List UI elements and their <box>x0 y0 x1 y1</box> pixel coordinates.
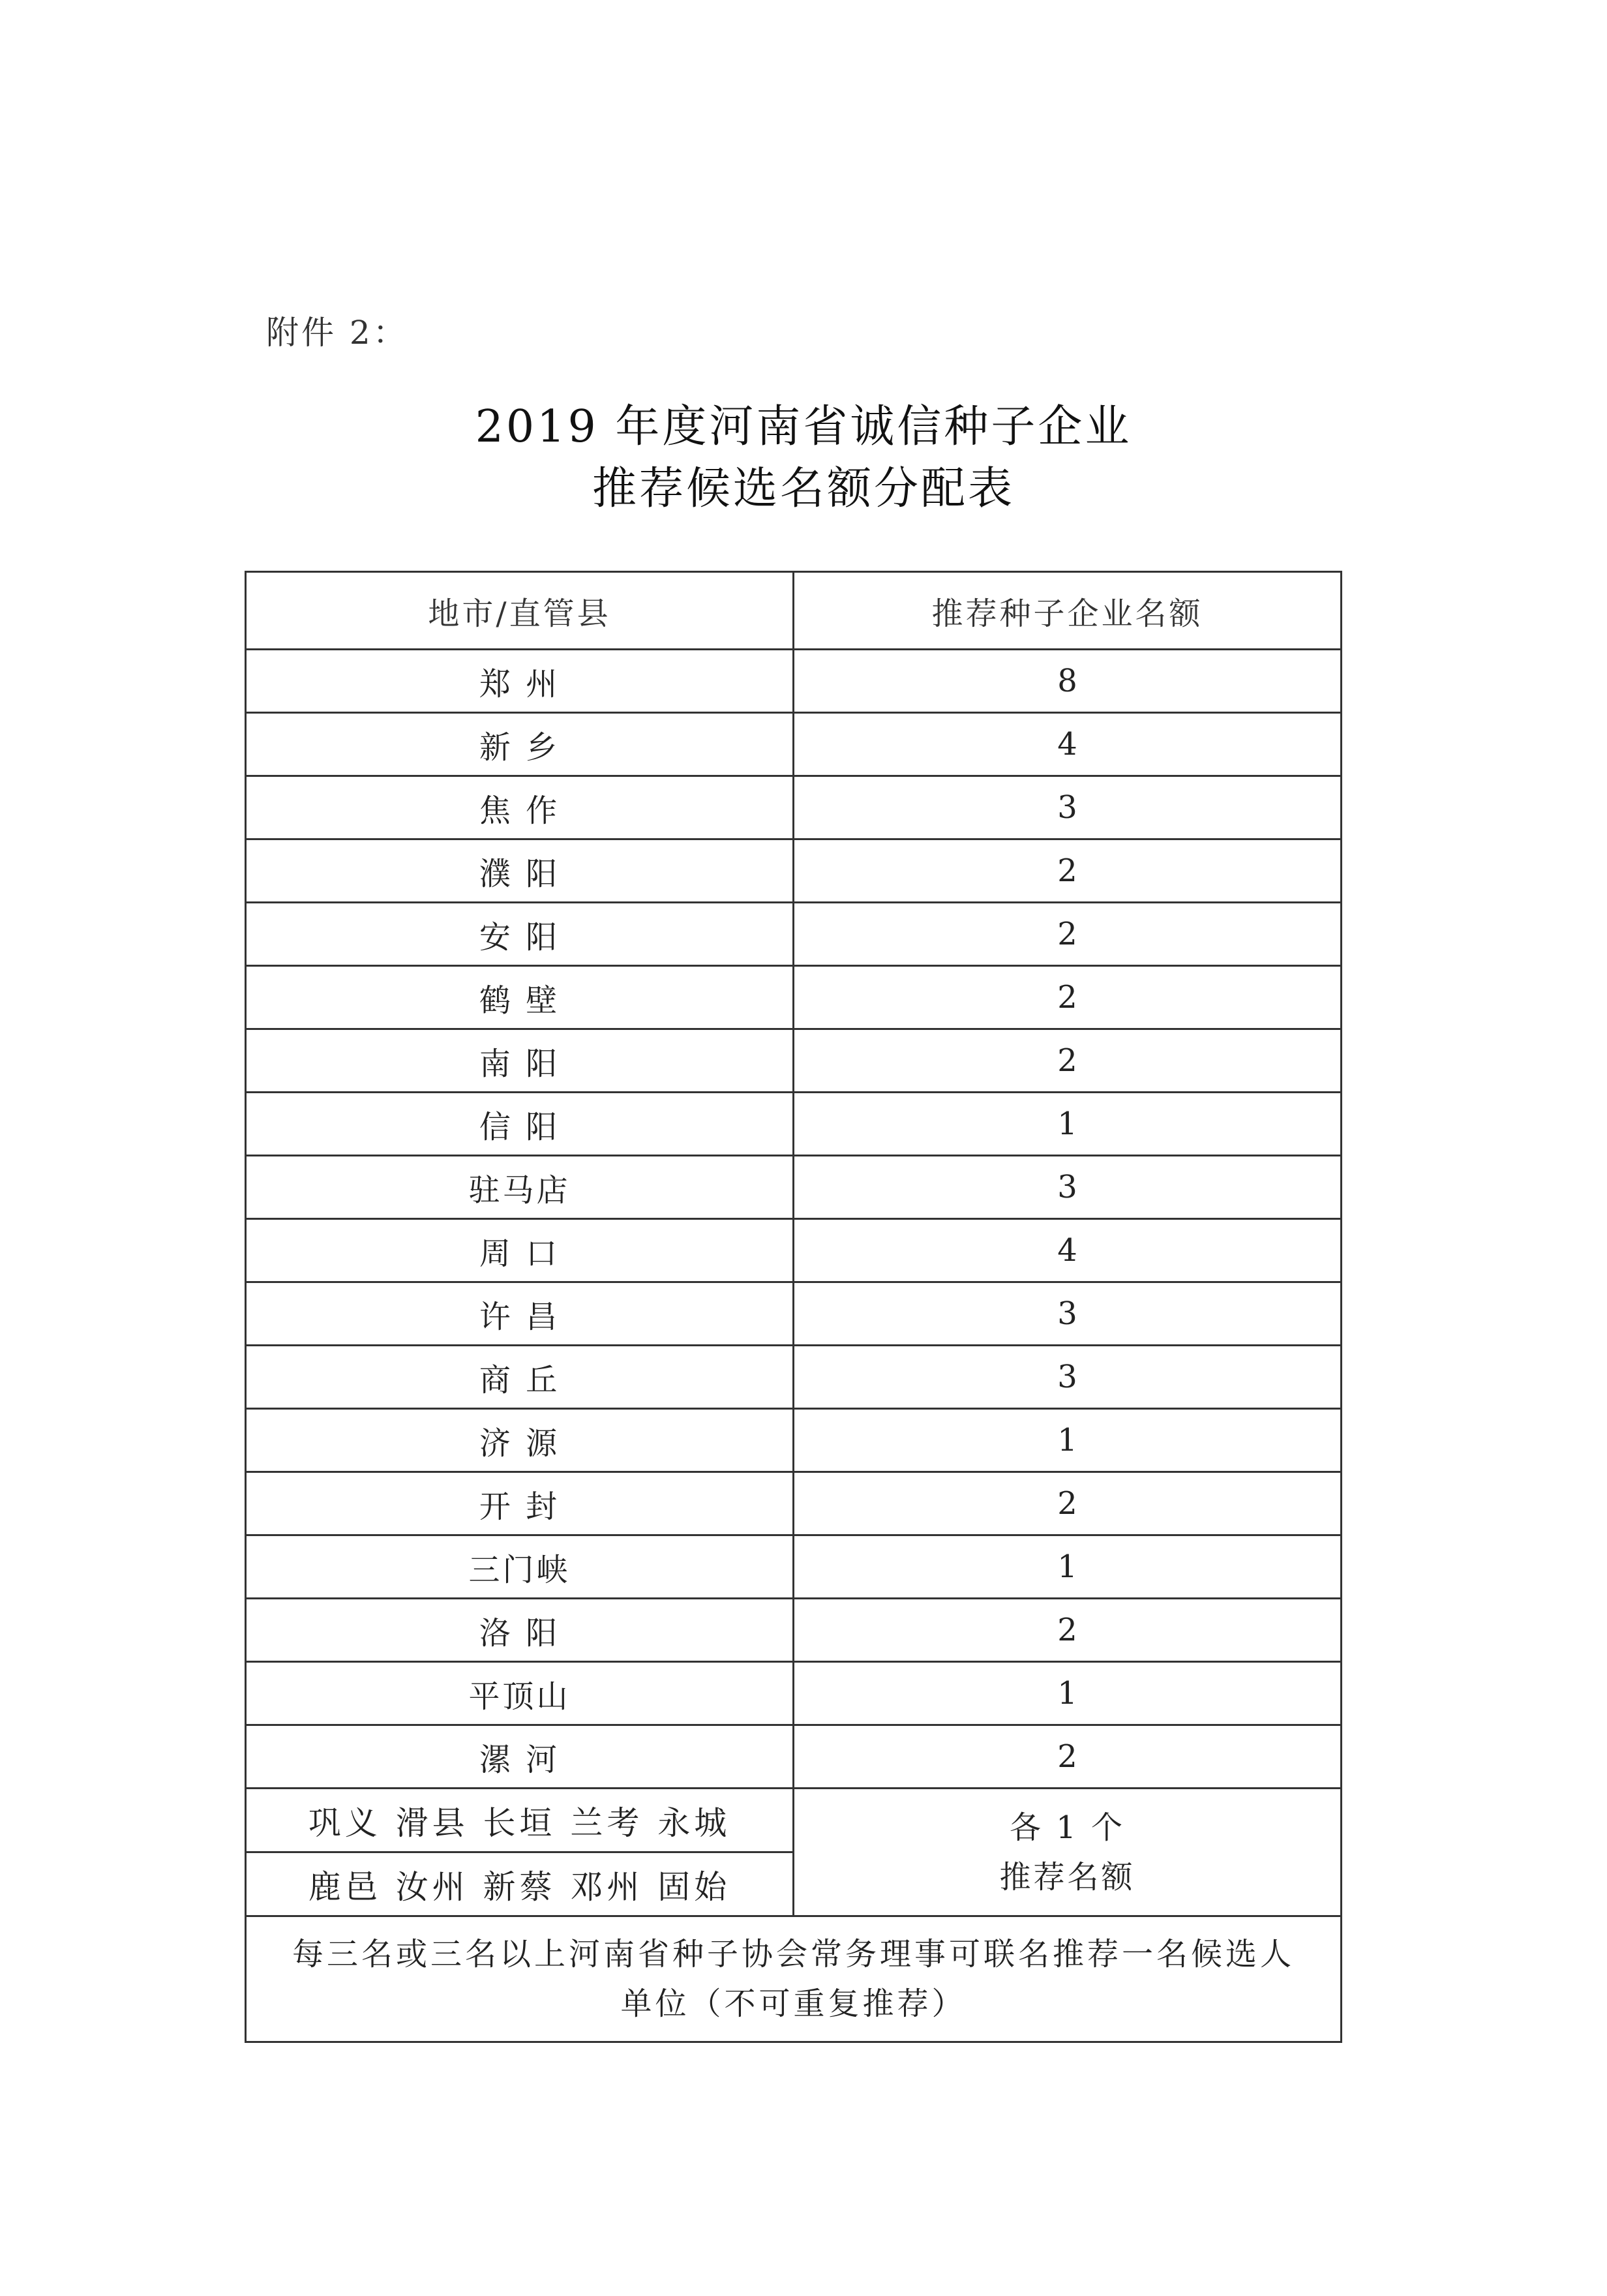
city-name: 周 口 <box>246 1219 794 1282</box>
document-title-line1: 2019 年度河南省诚信种子企业 <box>475 401 1132 453</box>
quota-value: 2 <box>794 1472 1342 1535</box>
header-quota: 推荐种子企业名额 <box>794 572 1342 650</box>
table-row <box>246 650 1342 713</box>
table-row <box>246 903 1342 966</box>
quota-value: 4 <box>794 713 1342 776</box>
table-header-row <box>246 572 1342 650</box>
quota-value: 2 <box>794 1725 1342 1789</box>
city-name: 鹤 壁 <box>246 966 794 1029</box>
table-row <box>246 1156 1342 1219</box>
quota-value: 2 <box>794 1029 1342 1093</box>
table-row <box>246 1662 1342 1725</box>
county-row <box>246 1789 1342 1852</box>
table-row <box>246 1725 1342 1789</box>
city-name: 郑 州 <box>246 650 794 713</box>
city-name: 漯 河 <box>246 1725 794 1789</box>
city-name: 济 源 <box>246 1409 794 1472</box>
quota-value: 1 <box>794 1093 1342 1156</box>
city-name: 焦 作 <box>246 776 794 839</box>
quota-value: 1 <box>794 1409 1342 1472</box>
quota-value: 2 <box>794 903 1342 966</box>
county-quota <box>794 1789 1342 1916</box>
county-quota-line2: 推荐名额 <box>999 1858 1135 1896</box>
document-title-line2: 推荐候选名额分配表 <box>592 463 1015 515</box>
table-row <box>246 1472 1342 1535</box>
county-quota-line1: 各 1 个 <box>1009 1809 1126 1846</box>
city-name: 新 乡 <box>246 713 794 776</box>
quota-value: 3 <box>794 776 1342 839</box>
city-name: 三门峡 <box>246 1535 794 1599</box>
city-name: 濮 阳 <box>246 839 794 903</box>
county-list-line1: 巩义 滑县 长垣 兰考 永城 <box>246 1789 794 1852</box>
table-row <box>246 776 1342 839</box>
county-list-line2: 鹿邑 汝州 新蔡 邓州 固始 <box>246 1852 794 1916</box>
footnote-line1: 每三名或三名以上河南省种子协会常务理事可联名推荐一名候选人 <box>292 1936 1295 1972</box>
footnote-row <box>246 1916 1342 2042</box>
quota-value: 4 <box>794 1219 1342 1282</box>
footnote-line2: 单位（不可重复推荐） <box>620 1986 967 2022</box>
quota-value: 3 <box>794 1282 1342 1346</box>
table-row <box>246 839 1342 903</box>
quota-value: 2 <box>794 1599 1342 1662</box>
city-name: 安 阳 <box>246 903 794 966</box>
quota-value: 1 <box>794 1662 1342 1725</box>
city-name: 平顶山 <box>246 1662 794 1725</box>
city-name: 洛 阳 <box>246 1599 794 1662</box>
quota-value: 1 <box>794 1535 1342 1599</box>
footnote <box>246 1916 1342 2042</box>
quota-value: 2 <box>794 839 1342 903</box>
city-name: 信 阳 <box>246 1093 794 1156</box>
table-row <box>246 1535 1342 1599</box>
city-name: 商 丘 <box>246 1346 794 1409</box>
header-city: 地市/直管县 <box>246 572 794 650</box>
attachment-label: 附件 2： <box>266 314 408 352</box>
table-row <box>246 966 1342 1029</box>
table-row <box>246 1282 1342 1346</box>
quota-value: 8 <box>794 650 1342 713</box>
city-name: 南 阳 <box>246 1029 794 1093</box>
city-name: 许 昌 <box>246 1282 794 1346</box>
table-row <box>246 1599 1342 1662</box>
table-row <box>246 713 1342 776</box>
quota-allocation-table <box>245 571 1342 2043</box>
table-row <box>246 1346 1342 1409</box>
table-row <box>246 1409 1342 1472</box>
table-row <box>246 1093 1342 1156</box>
table-row <box>246 1219 1342 1282</box>
table-row <box>246 1029 1342 1093</box>
quota-value: 3 <box>794 1346 1342 1409</box>
city-name: 驻马店 <box>246 1156 794 1219</box>
city-name: 开 封 <box>246 1472 794 1535</box>
quota-value: 2 <box>794 966 1342 1029</box>
quota-value: 3 <box>794 1156 1342 1219</box>
